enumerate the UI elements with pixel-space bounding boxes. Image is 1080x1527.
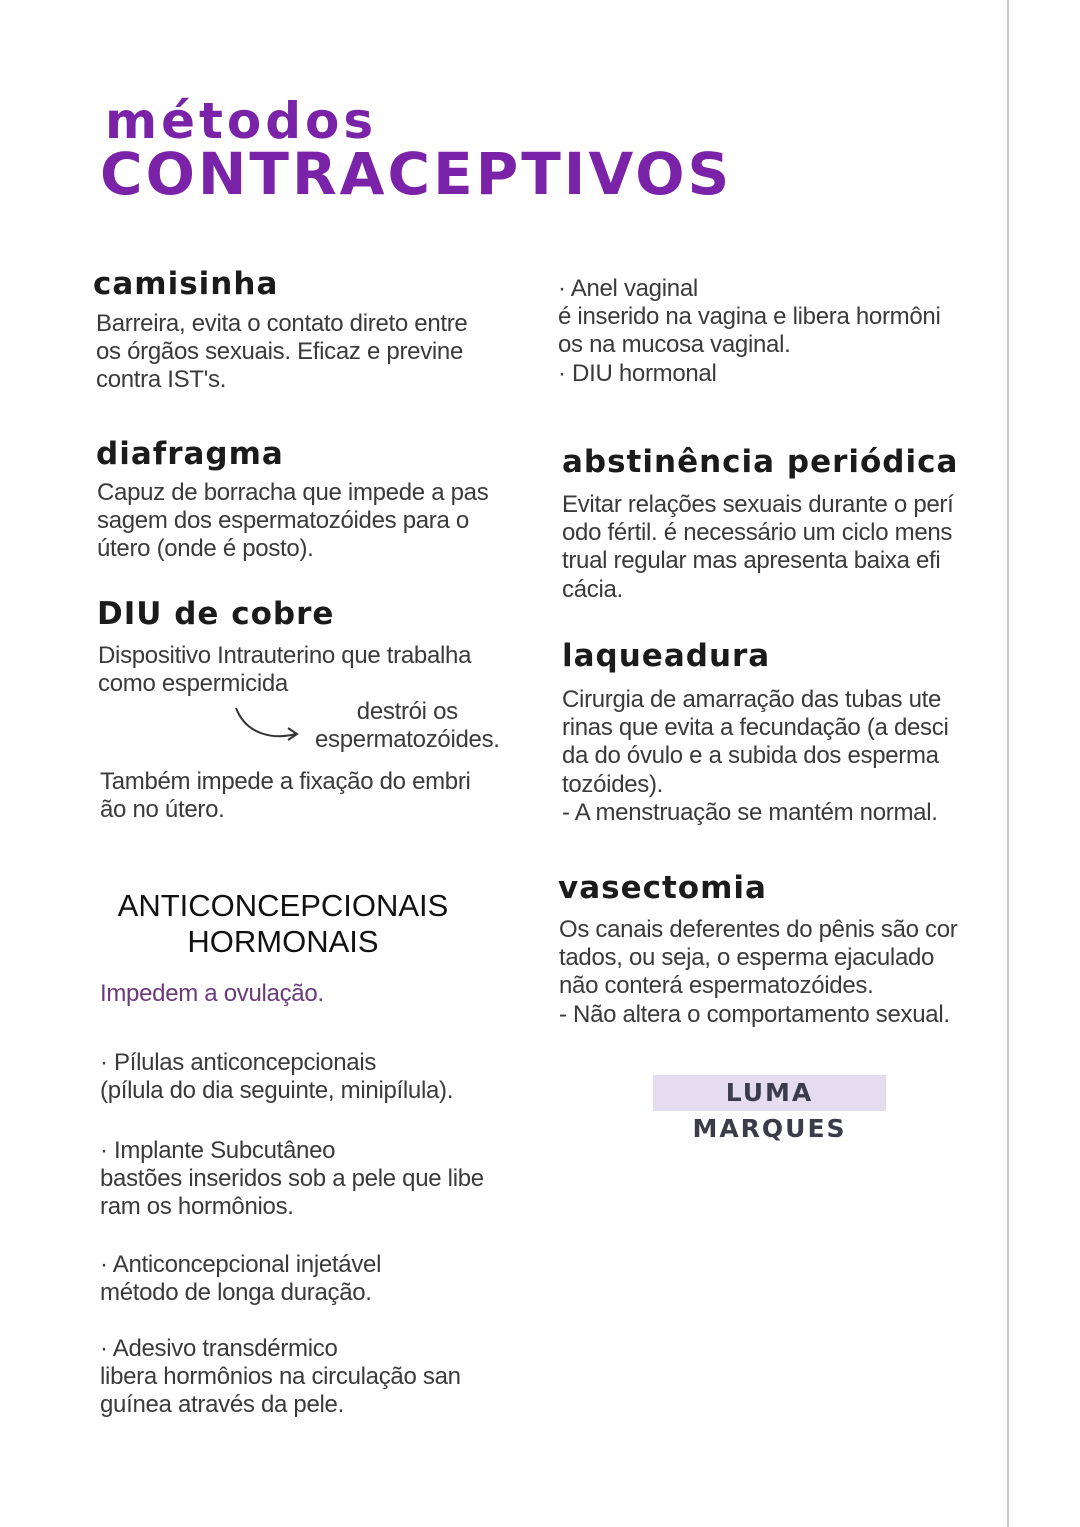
- list-item-adesivo: · Adesivo transdérmico libera hormônios na circulação san guínea através da pele.: [100, 1335, 461, 1419]
- curved-arrow-icon: [232, 704, 304, 744]
- body-abstinencia: Evitar relações sexuais durante o perí odo fértil. é necessário um ciclo mens trual regular mas apresenta baixa efi cácia.: [562, 491, 954, 603]
- heading-diu-cobre: DIU de cobre: [97, 596, 335, 632]
- body-diafragma: Capuz de borracha que impede a pas sagem dos espermatozóides para o útero (onde é posto).: [97, 479, 489, 563]
- list-item-implante: · Implante Subcutâneo bastões inseridos sob a pele que libe ram os hormônios.: [100, 1137, 484, 1221]
- title-line-1: métodos: [105, 92, 378, 150]
- page-edge-divider: [1007, 0, 1009, 1527]
- body-anel-vaginal: · Anel vaginal é inserido na vagina e libera hormôni os na mucosa vaginal. · DIU hormonal: [558, 275, 941, 387]
- heading-diafragma: diafragma: [96, 436, 284, 472]
- title-line-2: CONTRACEPTIVOS: [100, 140, 733, 208]
- hormonais-subtitle: Impedem a ovulação.: [100, 980, 324, 1007]
- heading-camisinha: camisinha: [93, 266, 279, 302]
- body-diu-cobre: Dispositivo Intrauterino que trabalha como espermicida: [98, 642, 472, 698]
- list-item-injetavel: · Anticoncepcional injetável método de longa duração.: [100, 1251, 382, 1307]
- heading-hormonais: ANTICONCEPCIONAIS HORMONAIS: [117, 888, 449, 959]
- body-camisinha: Barreira, evita o contato direto entre os órgãos sexuais. Eficaz e previne contra IST's.: [96, 310, 468, 394]
- list-item-pilulas: · Pílulas anticoncepcionais (pílula do dia seguinte, minipílula).: [100, 1049, 454, 1105]
- author-signature: LUMA MARQUES: [653, 1075, 886, 1111]
- diu-arrow-note: destrói os espermatozóides.: [315, 698, 500, 754]
- heading-abstinencia: abstinência periódica: [562, 444, 959, 480]
- body-vasectomia: Os canais deferentes do pênis são cor tados, ou seja, o esperma ejaculado não conterá espermatozóides. - Não altera o comportamento sexual.: [559, 916, 958, 1028]
- heading-laqueadura: laqueadura: [562, 638, 771, 674]
- body-diu-cobre-2: Também impede a fixação do embri ão no útero.: [100, 768, 471, 824]
- body-laqueadura: Cirurgia de amarração das tubas ute rinas que evita a fecundação (a desci da do óvulo e a subida dos esperma tozóides). - A menstruação se mantém normal.: [562, 686, 949, 826]
- heading-vasectomia: vasectomia: [558, 870, 767, 906]
